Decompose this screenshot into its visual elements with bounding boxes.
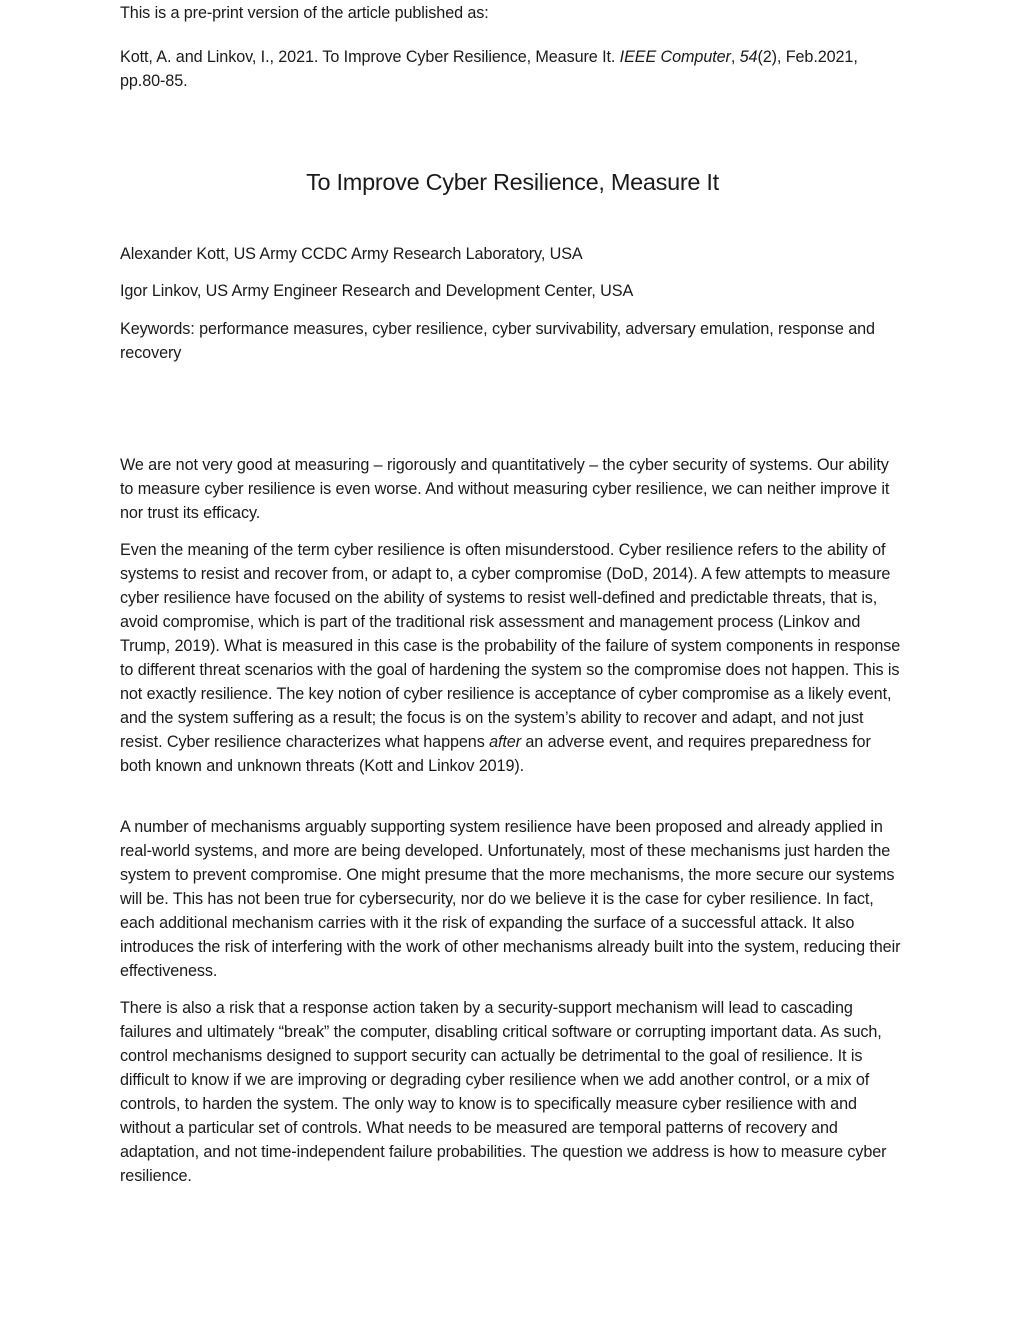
citation — [120, 45, 905, 93]
body-paragraph-3: A number of mechanisms arguably supporting system resilience have been proposed and already applied in real-world systems, and more are being developed. Unfortunately, most of these mechanisms just harden the system to prevent compromise. One might presume that the more mechanisms, the more secure our systems will be. This has not been true for cybersecurity, nor do we believe it is the case for cyber resilience. In fact, each additional mechanism carries with it the risk of expanding the surface of a successful attack. It also introduces the risk of interfering with the work of other mechanisms already built into the system, reducing their effectiveness. — [120, 818, 901, 980]
citation-separator: , — [730, 48, 740, 66]
citation-journal: IEEE Computer — [619, 48, 731, 66]
paragraph-2-emphasis: after — [489, 733, 521, 751]
body-paragraph-1: We are not very good at measuring – rigorously and quantitatively – the cyber security of systems. Our ability to measure cyber resilience is even worse. And without measuring cyber resilience, we can neither improve it nor trust its efficacy. — [120, 456, 890, 522]
body-paragraph-2 — [120, 538, 905, 778]
paragraph-2-text-b: an adverse event, and requires preparedness for both known and unknown threats (Kott and Linkov 2019). — [120, 733, 871, 775]
citation-issue-pages: (2), Feb.2021, pp.80-85. — [120, 48, 858, 90]
preprint-note: This is a pre-print version of the article published as: — [120, 4, 489, 22]
keywords: Keywords: performance measures, cyber resilience, cyber survivability, adversary emulation, response and recovery — [120, 320, 875, 362]
body-paragraph-4: There is also a risk that a response action taken by a security-support mechanism will lead to cascading failures and ultimately “break” the computer, disabling critical software or corrupting important data. As such, control mechanisms designed to support security can actually be detrimental to the goal of resilience. It is difficult to know if we are improving or degrading cyber resilience when we add another control, or a mix of controls, to harden the system. The only way to know is to specifically measure cyber resilience with and without a particular set of controls. What needs to be measured are temporal patterns of recovery and adaptation, and not time-independent failure probabilities. The question we address is how to measure cyber resilience. — [120, 999, 887, 1185]
paragraph-2-text-a: Even the meaning of the term cyber resilience is often misunderstood. Cyber resilience refers to the ability of systems to resist and recover from, or adapt to, a cyber compromise (DoD, 2014). A few attempts to measure cyber resilience have focused on the ability of systems to resist well-defined and predictable threats, that is, avoid compromise, which is part of the traditional risk assessment and management process (Linkov and Trump, 2019). What is measured in this case is the probability of the failure of system components in response to different threat scenarios with the goal of hardening the system so the compromise does not happen. This is not exactly resilience. The key notion of cyber resilience is acceptance of cyber compromise as a likely event, and the system suffering as a result; the focus is on the system’s ability to recover and adapt, and not just resist. Cyber resilience characterizes what happens — [120, 541, 901, 751]
author-affiliation-kott: Alexander Kott, US Army CCDC Army Research Laboratory, USA — [120, 245, 583, 263]
citation-volume: 54 — [739, 48, 758, 66]
author-affiliation-linkov: Igor Linkov, US Army Engineer Research and Development Center, USA — [120, 282, 634, 300]
citation-text: Kott, A. and Linkov, I., 2021. To Improve Cyber Resilience, Measure It. — [120, 48, 620, 66]
article-title: To Improve Cyber Resilience, Measure It — [306, 169, 719, 195]
